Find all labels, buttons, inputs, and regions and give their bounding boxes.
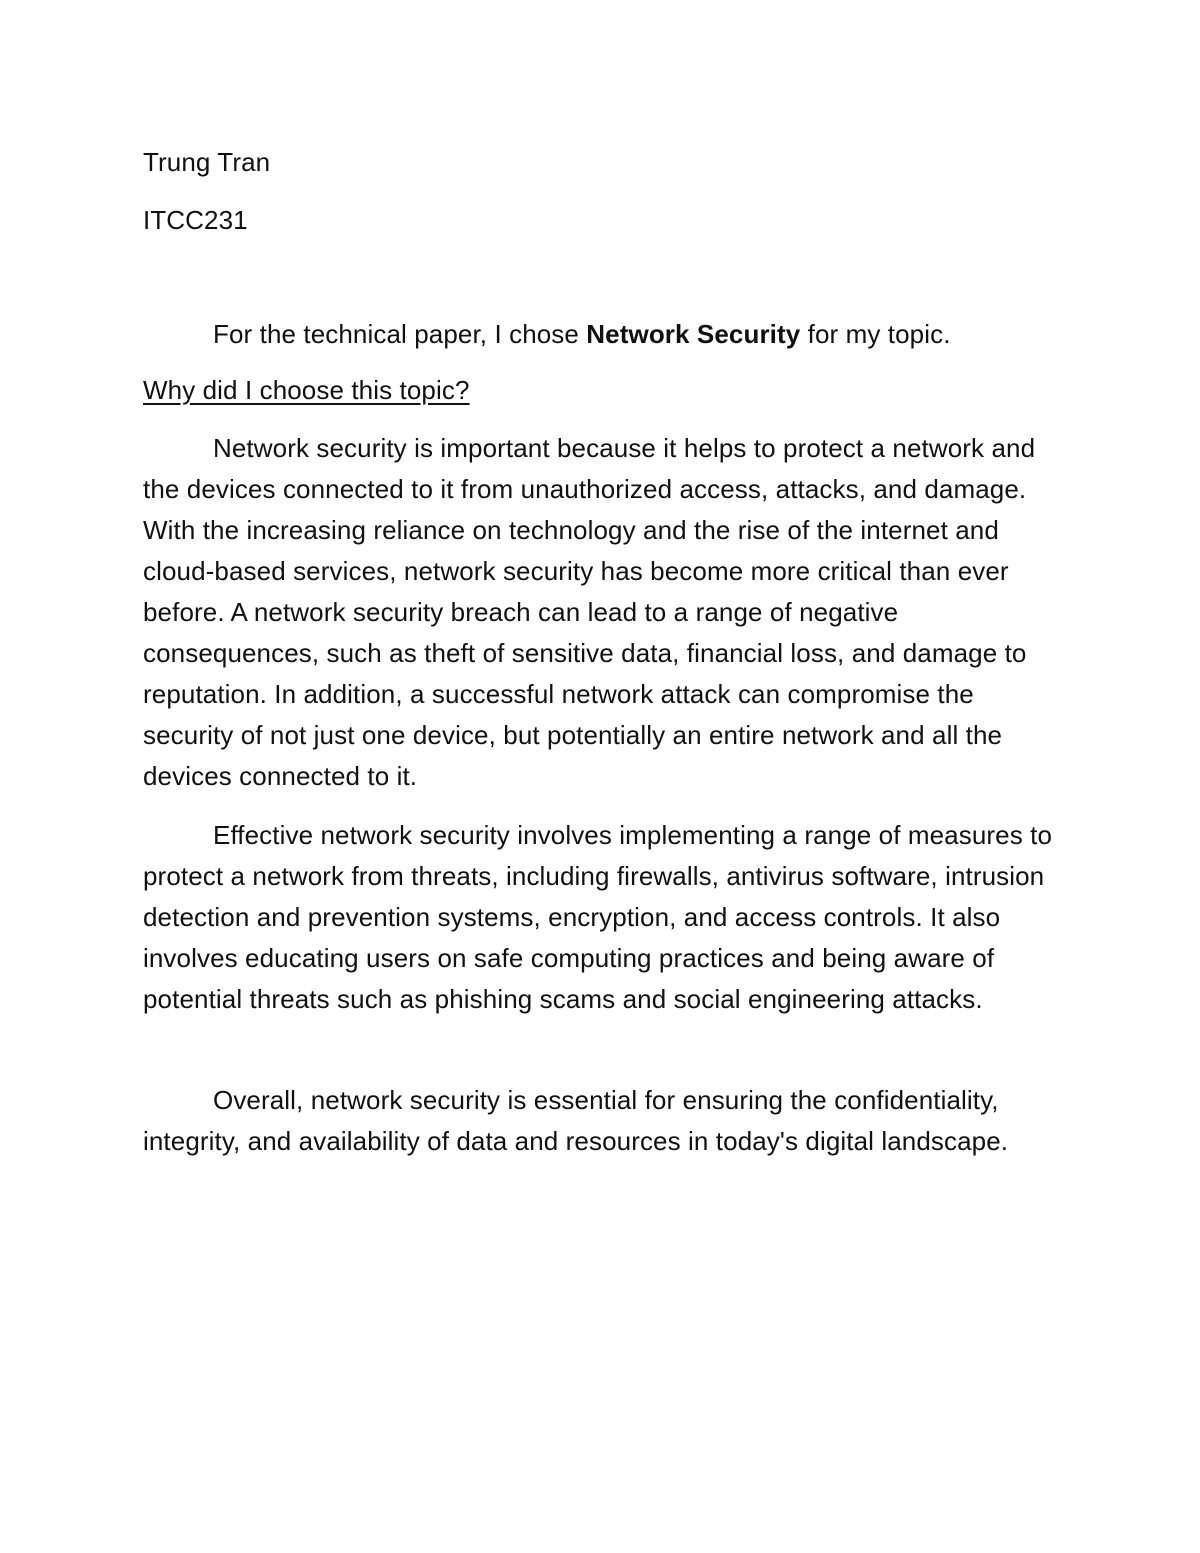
section-heading: Why did I choose this topic? (143, 375, 470, 405)
author-name: Trung Tran (143, 147, 271, 177)
intro-text-before: For the technical paper, I chose (213, 319, 587, 349)
topic-name: Network Security (586, 319, 801, 349)
intro-sentence (143, 314, 1063, 355)
body-paragraph: Overall, network security is essential for ensuring the confidentiality, integrity, and availability of data and resources in today's digital landscape. (143, 1085, 1009, 1156)
body-paragraph: Network security is important because it helps to protect a network and the devices connected to it from unauthorized access, attacks, and damage. With the increasing reliance on technology and the rise of the internet and cloud-based services, network security has become more critical than ever before. A network security breach can lead to a range of negative consequences, such as theft of sensitive data, financial loss, and damage to reputation. In addition, a successful network attack can compromise the security of not just one device, but potentially an entire network and all the devices connected to it. (143, 433, 1036, 791)
intro-text-after: for my topic. (800, 319, 951, 349)
course-code: ITCC231 (143, 205, 248, 235)
body-paragraph: Effective network security involves implementing a range of measures to protect a network from threats, including firewalls, antivirus software, intrusion detection and prevention systems, encryption, and access controls. It also involves educating users on safe computing practices and being aware of potential threats such as phishing scams and social engineering attacks. (143, 820, 1053, 1014)
